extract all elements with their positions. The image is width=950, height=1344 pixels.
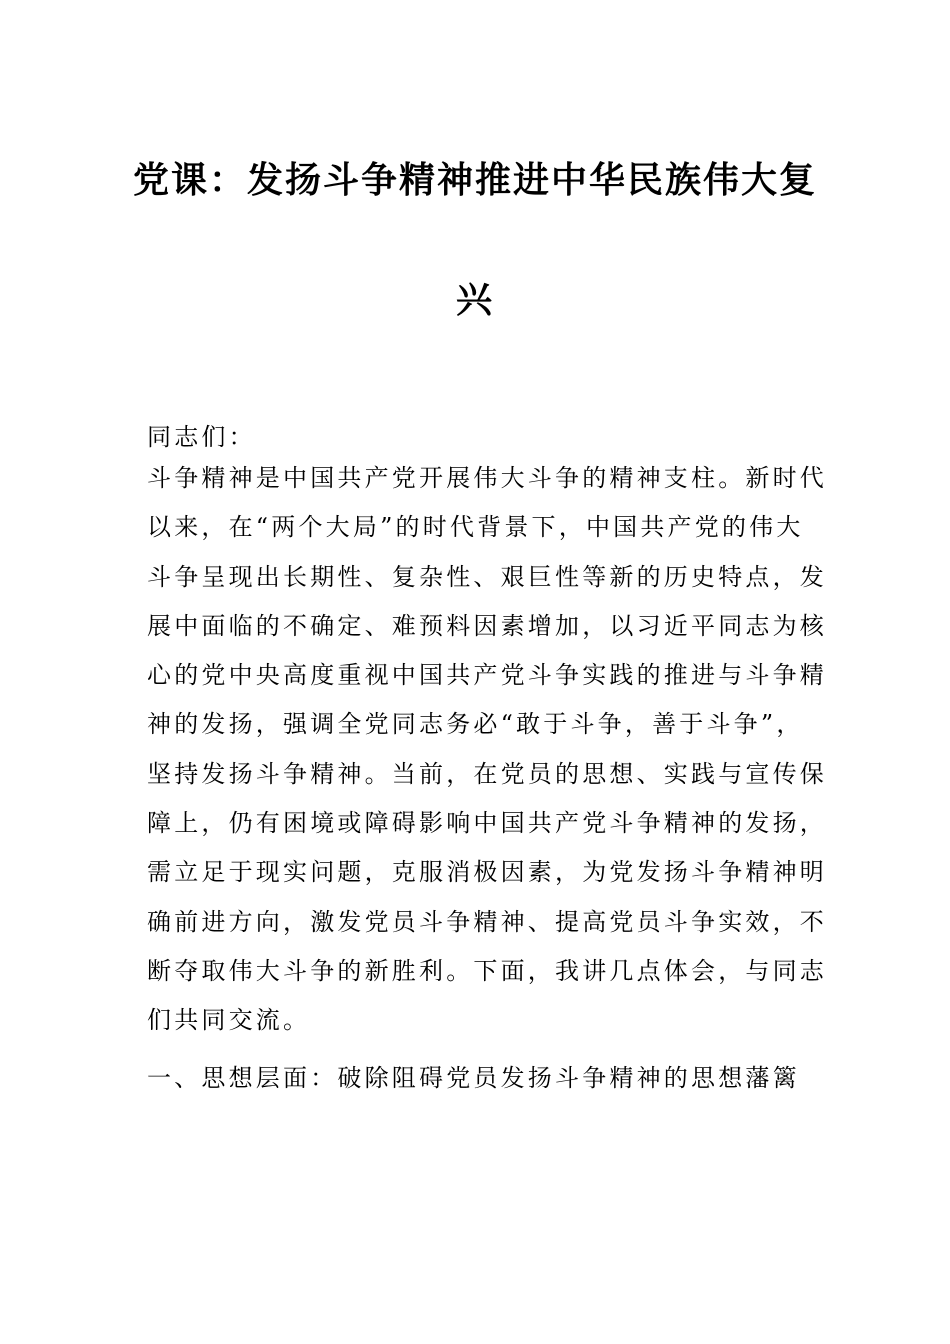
- paragraph-line: 心的党中央高度重视中国共产党斗争实践的推进与斗争精: [147, 661, 827, 690]
- paragraph-line: 们共同交流。: [147, 1006, 311, 1035]
- paragraph-line: 确前进方向，激发党员斗争精神、提高党员斗争实效，不: [147, 907, 827, 936]
- paragraph-line: 展中面临的不确定、难预料因素增加，以习近平同志为核: [147, 611, 827, 640]
- intro-paragraph: [147, 454, 827, 1046]
- paragraph-line: 障上，仍有困境或障碍影响中国共产党斗争精神的发扬，: [147, 809, 827, 838]
- paragraph-line: 坚持发扬斗争精神。当前，在党员的思想、实践与宣传保: [147, 759, 827, 788]
- paragraph-line: 斗争精神是中国共产党开展伟大斗争的精神支柱。新时代: [147, 464, 827, 492]
- document-title-line-1: 党课：发扬斗争精神推进中华民族伟大复: [132, 159, 817, 201]
- paragraph-line: 断夺取伟大斗争的新胜利。下面，我讲几点体会，与同志: [147, 956, 827, 985]
- paragraph-line: 斗争呈现出长期性、复杂性、艰巨性等新的历史特点，发: [147, 562, 827, 591]
- paragraph-line: 神的发扬，强调全党同志务必“敢于斗争，善于斗争”，: [147, 710, 804, 739]
- document-title-line-2: 兴: [455, 279, 494, 321]
- section-heading-1: 一、思想层面：破除阻碍党员发扬斗争精神的思想藩篱: [147, 1064, 800, 1092]
- salutation: 同志们：: [147, 423, 256, 451]
- paragraph-line: 以来，在“两个大局”的时代背景下，中国共产党的伟大: [147, 513, 804, 542]
- paragraph-line: 需立足于现实问题，克服消极因素，为党发扬斗争精神明: [147, 858, 827, 887]
